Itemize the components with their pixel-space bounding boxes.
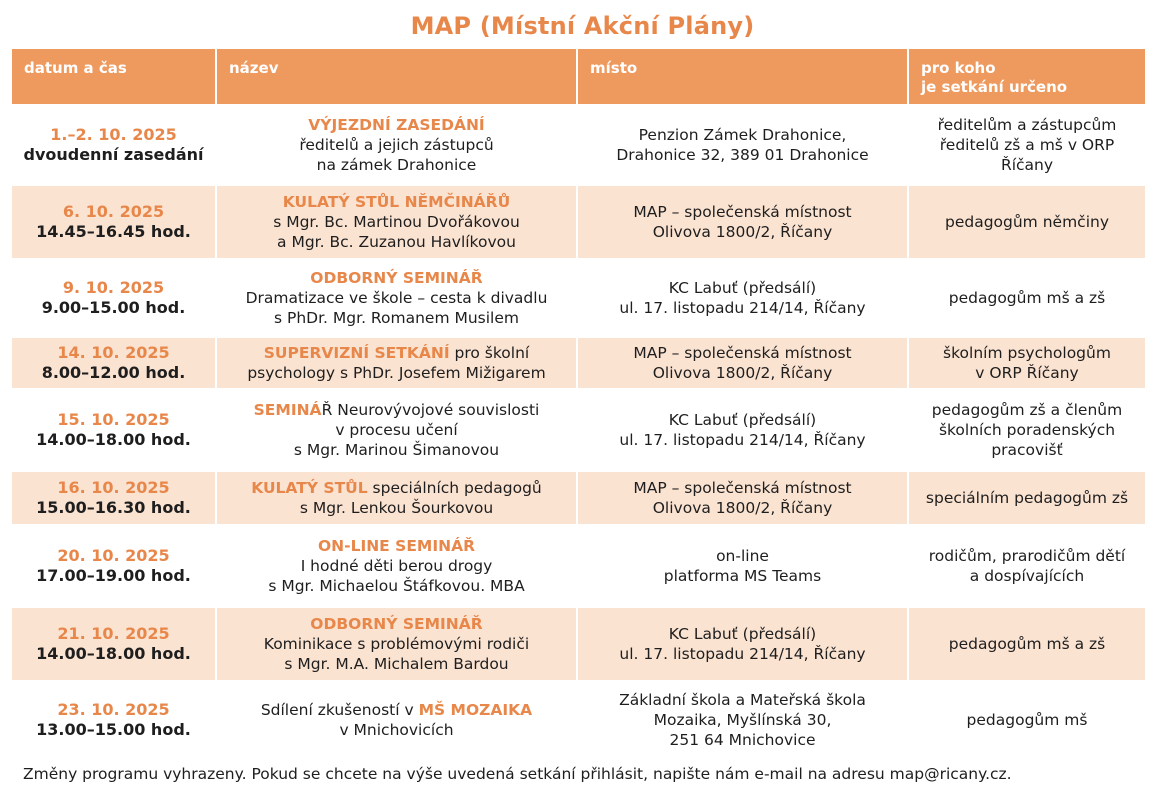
table-row <box>12 104 1145 182</box>
place-cell <box>578 604 909 680</box>
event-type: ODBORNÝ SEMINÁŘ <box>310 269 483 287</box>
place-line: on-line <box>716 547 769 565</box>
name-cell <box>217 524 578 604</box>
date-cell <box>12 334 217 388</box>
audience-cell <box>909 524 1145 604</box>
name-cell <box>217 334 578 388</box>
table-row <box>12 334 1145 388</box>
event-detail: psychology s PhDr. Josefem Mižigarem <box>247 364 546 382</box>
audience-line: pedagogům mš a zš <box>948 289 1106 307</box>
event-date: 21. 10. 2025 <box>57 624 170 643</box>
place-line: Olivova 1800/2, Říčany <box>652 364 833 382</box>
event-time: 14.45–16.45 hod. <box>36 222 191 241</box>
audience-cell <box>909 334 1145 388</box>
audience-line: v ORP Říčany <box>975 364 1079 382</box>
event-type: KULATÝ STŮL <box>251 479 368 497</box>
header-date: datum a čas <box>12 49 217 104</box>
table-row <box>12 604 1145 680</box>
place-line: KC Labuť (předsálí) <box>668 625 817 643</box>
table-row <box>12 182 1145 258</box>
event-time: 8.00–12.00 hod. <box>41 363 186 382</box>
event-time: 14.00–18.00 hod. <box>36 644 191 663</box>
place-cell <box>578 258 909 334</box>
header-audience-line1: pro koho <box>921 59 996 77</box>
event-type: SUPERVIZNÍ SETKÁNÍ <box>263 344 450 362</box>
event-detail: I hodné děti berou drogy <box>300 557 493 575</box>
header-audience-line2: je setkání určeno <box>921 78 1068 96</box>
event-date: 23. 10. 2025 <box>57 700 170 719</box>
event-detail: a Mgr. Bc. Zuzanou Havlíkovou <box>277 233 516 251</box>
event-date: 14. 10. 2025 <box>57 343 170 362</box>
event-detail: ředitelů a jejich zástupců <box>299 136 494 154</box>
date-cell <box>12 468 217 524</box>
event-detail: s Mgr. Bc. Martinou Dvořákovou <box>273 213 520 231</box>
place-line: ul. 17. listopadu 214/14, Říčany <box>619 299 866 317</box>
footer-note: Změny programu vyhrazeny. Pokud se chcete na výše uvedená setkání přihlásit, napište nám e-mail na adresu map@ricany.cz. <box>23 765 1012 783</box>
event-type: SEMINÁ <box>253 401 322 419</box>
audience-cell <box>909 104 1145 182</box>
event-detail: s Mgr. Michaelou Štáfkovou. MBA <box>268 577 525 595</box>
schedule-table <box>12 49 1145 756</box>
audience-cell <box>909 468 1145 524</box>
date-cell <box>12 258 217 334</box>
event-detail: s PhDr. Mgr. Romanem Musilem <box>274 309 519 327</box>
audience-cell <box>909 388 1145 468</box>
name-cell <box>217 680 578 756</box>
event-type: ODBORNÝ SEMINÁŘ <box>310 615 483 633</box>
audience-cell <box>909 680 1145 756</box>
place-cell <box>578 680 909 756</box>
event-detail: Dramatizace ve škole – cesta k divadlu <box>245 289 548 307</box>
place-line: MAP – společenská místnost <box>633 203 852 221</box>
place-line: MAP – společenská místnost <box>633 344 852 362</box>
place-cell <box>578 524 909 604</box>
place-line: Olivova 1800/2, Říčany <box>652 223 833 241</box>
date-cell <box>12 524 217 604</box>
event-time: 14.00–18.00 hod. <box>36 430 191 449</box>
header-name: název <box>217 49 578 104</box>
event-detail: Kominikace s problémovými rodiči <box>263 635 530 653</box>
date-cell <box>12 680 217 756</box>
place-line: KC Labuť (předsálí) <box>668 411 817 429</box>
event-time: 9.00–15.00 hod. <box>41 298 186 317</box>
header-place: místo <box>578 49 909 104</box>
event-type: VÝJEZDNÍ ZASEDÁNÍ <box>308 116 485 134</box>
name-cell <box>217 182 578 258</box>
event-date: 16. 10. 2025 <box>57 478 170 497</box>
table-row <box>12 680 1145 756</box>
event-time: 13.00–15.00 hod. <box>36 720 191 739</box>
event-detail: na zámek Drahonice <box>316 156 477 174</box>
place-line: Základní škola a Mateřská škola <box>619 691 866 709</box>
name-cell <box>217 604 578 680</box>
event-date: 20. 10. 2025 <box>57 546 170 565</box>
event-detail: v Mnichovicích <box>339 721 454 739</box>
place-line: platforma MS Teams <box>663 567 822 585</box>
date-cell <box>12 104 217 182</box>
place-line: Drahonice 32, 389 01 Drahonice <box>616 146 869 164</box>
event-time: 17.00–19.00 hod. <box>36 566 191 585</box>
event-detail: Ř Neurovývojové souvislosti <box>321 401 540 419</box>
audience-line: pedagogům mš <box>966 711 1088 729</box>
event-time: 15.00–16.30 hod. <box>36 498 191 517</box>
audience-line: Říčany <box>1000 156 1054 174</box>
table-row <box>12 258 1145 334</box>
audience-line: školním psychologům <box>943 344 1111 362</box>
event-detail: v procesu učení <box>335 421 458 439</box>
place-line: ul. 17. listopadu 214/14, Říčany <box>619 645 866 663</box>
place-line: KC Labuť (předsálí) <box>668 279 817 297</box>
place-line: Mozaika, Myšlínská 30, <box>653 711 832 729</box>
audience-cell <box>909 604 1145 680</box>
event-date: 15. 10. 2025 <box>57 410 170 429</box>
header-audience <box>909 49 1145 104</box>
name-cell <box>217 104 578 182</box>
place-line: ul. 17. listopadu 214/14, Říčany <box>619 431 866 449</box>
event-type: MŠ MOZAIKA <box>418 701 533 719</box>
event-date: 1.–2. 10. 2025 <box>50 125 177 144</box>
audience-line: ředitelů zš a mš v ORP <box>939 136 1115 154</box>
page-title: MAP (Místní Akční Plány) <box>410 12 755 40</box>
audience-line: pracovišť <box>991 441 1063 459</box>
audience-line: rodičům, prarodičům dětí <box>928 547 1126 565</box>
place-line: 251 64 Mnichovice <box>669 731 816 749</box>
audience-line: školních poradenských <box>938 421 1116 439</box>
place-cell <box>578 334 909 388</box>
place-cell <box>578 388 909 468</box>
audience-line: pedagogům zš a členům <box>931 401 1123 419</box>
audience-line: pedagogům němčiny <box>944 213 1109 231</box>
event-date: 6. 10. 2025 <box>62 202 165 221</box>
place-line: MAP – společenská místnost <box>633 479 852 497</box>
event-detail: s Mgr. Marinou Šimanovou <box>293 441 500 459</box>
event-detail: speciálních pedagogů <box>367 479 542 497</box>
place-cell <box>578 104 909 182</box>
name-cell <box>217 258 578 334</box>
event-date: 9. 10. 2025 <box>62 278 165 297</box>
date-cell <box>12 604 217 680</box>
table-row <box>12 524 1145 604</box>
table-row <box>12 468 1145 524</box>
event-detail: Sdílení zkušeností v <box>260 701 419 719</box>
date-cell <box>12 388 217 468</box>
audience-line: ředitelům a zástupcům <box>937 116 1117 134</box>
table-row <box>12 388 1145 468</box>
place-line: Penzion Zámek Drahonice, <box>638 126 847 144</box>
audience-line: a dospívajících <box>969 567 1085 585</box>
audience-cell <box>909 182 1145 258</box>
event-type: ON-LINE SEMINÁŘ <box>317 537 476 555</box>
audience-cell <box>909 258 1145 334</box>
place-line: Olivova 1800/2, Říčany <box>652 499 833 517</box>
event-type: KULATÝ STŮL NĚMČINÁŘŮ <box>282 193 511 211</box>
name-cell <box>217 468 578 524</box>
place-cell <box>578 468 909 524</box>
table-header-row <box>12 49 1145 104</box>
event-detail: pro školní <box>449 344 530 362</box>
event-detail: s Mgr. Lenkou Šourkovou <box>299 499 494 517</box>
event-time: dvoudenní zasedání <box>23 145 204 164</box>
place-cell <box>578 182 909 258</box>
event-detail: s Mgr. M.A. Michalem Bardou <box>284 655 509 673</box>
name-cell <box>217 388 578 468</box>
date-cell <box>12 182 217 258</box>
audience-line: pedagogům mš a zš <box>948 635 1106 653</box>
audience-line: speciálním pedagogům zš <box>925 489 1129 507</box>
